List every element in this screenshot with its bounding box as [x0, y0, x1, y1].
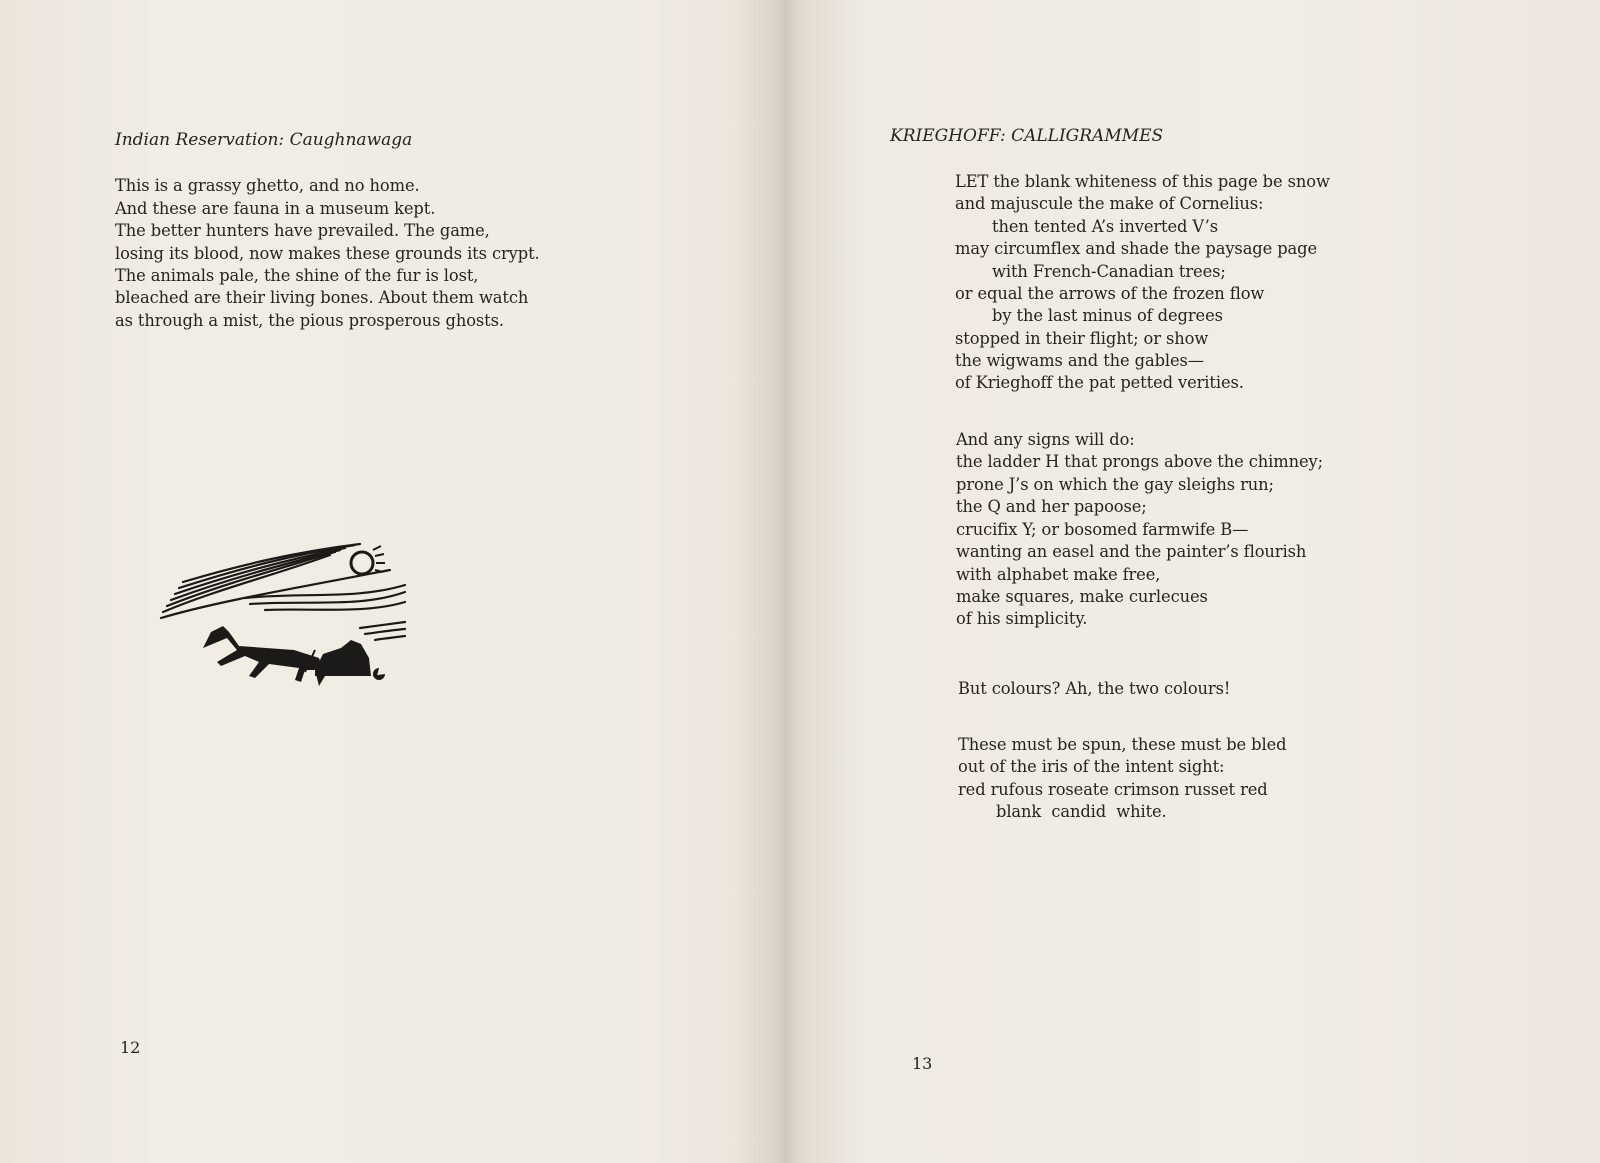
poem-line: The better hunters have prevailed. The game,	[115, 221, 490, 240]
poem-line: wanting an easel and the painter’s flourish	[956, 542, 1307, 561]
poem-line: the wigwams and the gables—	[955, 351, 1204, 370]
poem-line: LET the blank whiteness of this page be snow	[955, 172, 1330, 191]
poem-line: of his simplicity.	[956, 609, 1088, 628]
poem-line: as through a mist, the pious prosperous ghosts.	[115, 311, 504, 330]
poem-line: blank candid white.	[996, 802, 1167, 821]
poem-line: And these are fauna in a museum kept.	[115, 199, 436, 218]
poem-line: The animals pale, the shine of the fur is lost,	[115, 266, 479, 285]
poem-line: prone J’s on which the gay sleighs run;	[956, 475, 1274, 494]
poem-line: make squares, make curlecues	[956, 587, 1208, 606]
poem-line: This is a grassy ghetto, and no home.	[115, 176, 420, 195]
poem-line: with alphabet make free,	[956, 565, 1161, 584]
poem-line: of Krieghoff the pat petted verities.	[955, 373, 1244, 392]
poem-title: Indian Reservation: Caughnawaga	[115, 130, 413, 150]
poem-line: stopped in their flight; or show	[955, 329, 1209, 348]
poem-line: These must be spun, these must be bled	[958, 735, 1287, 754]
horse-sleigh-illustration	[150, 530, 410, 700]
poem-line: But colours? Ah, the two colours!	[958, 679, 1231, 698]
page-number: 12	[120, 1038, 141, 1057]
poem-line: crucifix Y; or bosomed farmwife B—	[956, 520, 1249, 539]
poem-line: or equal the arrows of the frozen flow	[955, 284, 1265, 303]
poem-line: bleached are their living bones. About them watch	[115, 288, 529, 307]
poem-line: by the last minus of degrees	[992, 306, 1223, 325]
poem-line: the Q and her papoose;	[956, 497, 1147, 516]
poem-line: then tented A’s inverted V’s	[992, 217, 1219, 236]
poem-line: out of the iris of the intent sight:	[958, 757, 1225, 776]
poem-line: with French-Canadian trees;	[992, 262, 1226, 281]
poem-line: may circumflex and shade the paysage page	[955, 239, 1318, 258]
poem-line: And any signs will do:	[956, 430, 1135, 449]
poem-title: KRIEGHOFF: CALLIGRAMMES	[890, 126, 1164, 146]
page-number: 13	[912, 1054, 933, 1073]
poem-line: losing its blood, now makes these grounds its crypt.	[115, 244, 540, 263]
poem-line: red rufous roseate crimson russet red	[958, 780, 1268, 799]
poem-line: and majuscule the make of Cornelius:	[955, 194, 1264, 213]
poem-line: the ladder H that prongs above the chimney;	[956, 452, 1323, 471]
